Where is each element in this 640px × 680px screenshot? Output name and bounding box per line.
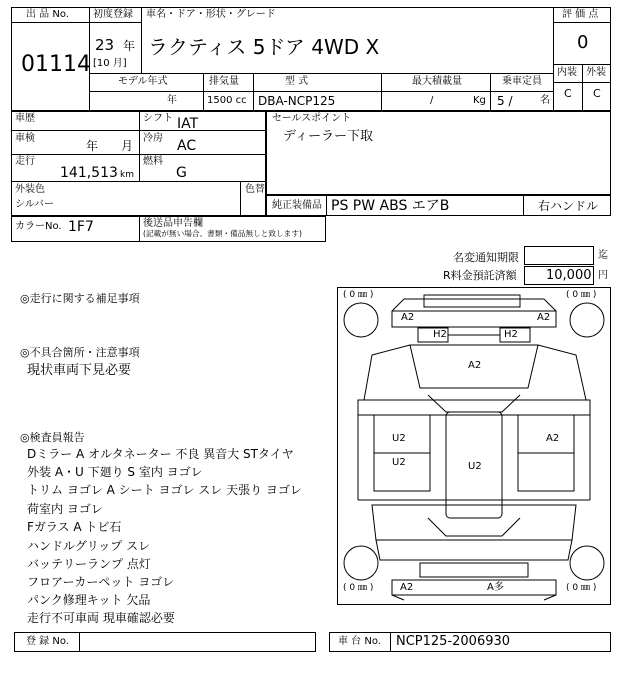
driving-notes-label: ◎走行に関する補足事項 bbox=[20, 292, 140, 305]
chassis-label: 車 台 No. bbox=[338, 636, 381, 647]
car-diagram-frame bbox=[337, 287, 611, 605]
sales-point-value: ディーラー下取 bbox=[283, 129, 373, 144]
tire-depth-rear-left: ( 0 ㎜ ) bbox=[343, 583, 374, 593]
sales-point-label: セールスポイント bbox=[272, 113, 352, 124]
defects-label: ◎不具合箇所・注意事項 bbox=[20, 346, 140, 359]
damage-right-door: A2 bbox=[546, 433, 560, 444]
damage-front-bumper-right: A2 bbox=[537, 312, 551, 323]
report-line: 外装 A・U 下廻り S 室内 ヨゴレ bbox=[27, 465, 203, 479]
aftermarket-label: 後送品申告欄 bbox=[143, 218, 203, 229]
recycle-label: R料金預託済額 bbox=[443, 269, 517, 282]
fuel-value: G bbox=[176, 165, 187, 181]
reg-month: [10 月] bbox=[93, 58, 127, 69]
repaint-label: 色替 bbox=[245, 184, 265, 195]
report-line: フロアーカーペット ヨゴレ bbox=[27, 575, 175, 589]
interior-label: 内装 bbox=[557, 67, 577, 78]
capacity-label: 乗車定員 bbox=[502, 76, 542, 87]
fuel-label: 燃料 bbox=[143, 156, 163, 167]
exterior-grade: C bbox=[593, 87, 601, 100]
grade-value: 0 bbox=[577, 32, 589, 53]
color-value: シルバー bbox=[15, 199, 55, 210]
name-change-label: 名変通知期限 bbox=[453, 251, 519, 264]
load-separator: / bbox=[430, 95, 434, 106]
inspector-report-label: ◎検査員報告 bbox=[20, 431, 85, 444]
recycle-unit: 円 bbox=[598, 270, 608, 281]
report-line: バッテリーランプ 点灯 bbox=[27, 557, 151, 571]
report-line: パンク修理キット 欠品 bbox=[27, 593, 151, 607]
shift-label: シフト bbox=[143, 113, 173, 124]
capacity-value: 5 / bbox=[497, 94, 513, 108]
name-change-unit: 迄 bbox=[598, 250, 608, 261]
ac-value: AC bbox=[177, 138, 197, 154]
tire-depth-front-left: ( 0 ㎜ ) bbox=[343, 290, 374, 300]
color-no-value: 1F7 bbox=[68, 219, 94, 235]
report-line: Fガラス A トビ石 bbox=[27, 520, 122, 534]
equipment-value: PS PW ABS エアB bbox=[331, 198, 450, 214]
damage-hood: A2 bbox=[468, 360, 482, 371]
reg-year-unit: 年 bbox=[123, 39, 136, 53]
damage-rear-bumper-right: A多 bbox=[487, 582, 504, 593]
history-label: 車歴 bbox=[15, 113, 35, 124]
grade-label: 評 価 点 bbox=[562, 9, 599, 20]
ac-label: 冷房 bbox=[143, 133, 163, 144]
chassis-number: NCP125-2006930 bbox=[396, 634, 511, 649]
first-reg-label: 初度登録 bbox=[93, 9, 133, 20]
mileage-unit: km bbox=[120, 170, 134, 180]
damage-front-bumper-left: A2 bbox=[401, 312, 415, 323]
damage-roof: U2 bbox=[468, 461, 482, 472]
car-name-label: 車名・ドア・形状・グレード bbox=[146, 9, 276, 20]
equipment-label: 純正装備品 bbox=[272, 200, 322, 211]
name-change-box bbox=[524, 246, 594, 265]
handle-value: 右ハンドル bbox=[538, 199, 599, 213]
lot-label: 出 品 No. bbox=[26, 9, 69, 20]
report-line: ハンドルグリップ スレ bbox=[27, 539, 151, 553]
mileage-value: 141,513 bbox=[60, 165, 118, 181]
inspection-month: 月 bbox=[121, 139, 134, 153]
report-line: 走行不可車両 現車確認必要 bbox=[27, 611, 175, 625]
damage-headlight-right: H2 bbox=[504, 329, 518, 340]
type-code: DBA-NCP125 bbox=[258, 94, 336, 108]
lot-number: 01114 bbox=[21, 52, 91, 77]
type-label: 型 式 bbox=[285, 76, 309, 87]
displacement-value: 1500 cc bbox=[207, 95, 247, 106]
reg-year: 23 bbox=[95, 36, 115, 54]
car-name: ラクティス 5ドア 4WD X bbox=[148, 35, 380, 59]
model-year-unit: 年 bbox=[167, 95, 177, 106]
max-load-label: 最大積載量 bbox=[412, 76, 462, 87]
displacement-label: 排気量 bbox=[209, 76, 239, 87]
report-line: Dミラー A オルタネーター 不良 異音大 STタイヤ bbox=[27, 447, 294, 461]
reg-no-label: 登 録 No. bbox=[26, 636, 69, 647]
capacity-unit: 名 bbox=[540, 95, 550, 106]
tire-depth-rear-right: ( 0 ㎜ ) bbox=[566, 583, 597, 593]
mileage-label: 走行 bbox=[15, 156, 35, 167]
interior-grade: C bbox=[564, 87, 572, 100]
report-line: トリム ヨゴレ A シート ヨゴレ スレ 天張り ヨゴレ bbox=[27, 483, 302, 497]
defects-text: 現状車両下見必要 bbox=[27, 363, 132, 378]
tire-depth-front-right: ( 0 ㎜ ) bbox=[566, 290, 597, 300]
inspection-label: 車検 bbox=[15, 133, 35, 144]
damage-rear-bumper-left: A2 bbox=[400, 582, 414, 593]
damage-left-rear-door: U2 bbox=[392, 457, 406, 468]
exterior-label: 外装 bbox=[586, 67, 606, 78]
damage-left-front-door: U2 bbox=[392, 433, 406, 444]
shift-value: IAT bbox=[177, 116, 199, 132]
aftermarket-note: (記載が無い場合、書類・備品無しと致します) bbox=[143, 230, 302, 239]
inspection-year: 年 bbox=[86, 139, 99, 153]
load-unit: Kg bbox=[473, 95, 486, 106]
color-label: 外装色 bbox=[15, 184, 45, 195]
color-no-label: カラーNo. bbox=[15, 221, 62, 232]
report-line: 荷室内 ヨゴレ bbox=[27, 502, 103, 516]
damage-headlight-left: H2 bbox=[433, 329, 447, 340]
model-year-label: モデル年式 bbox=[118, 76, 168, 87]
recycle-value: 10,000 bbox=[546, 268, 592, 283]
